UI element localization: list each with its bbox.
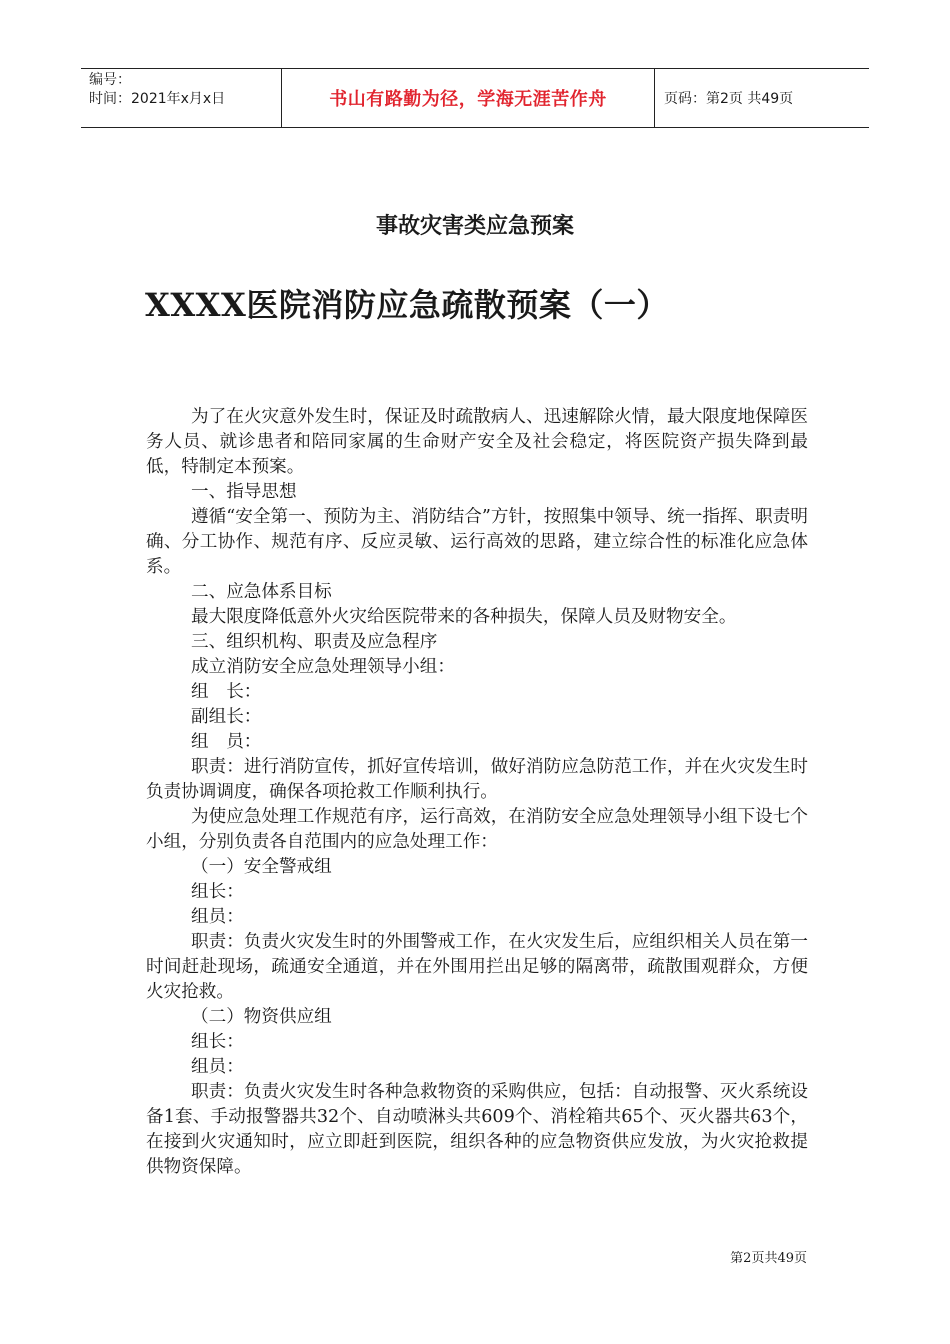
paragraph: 职责：负责火灾发生时各种急救物资的采购供应，包括：自动报警、灭火系统设备1套、手动报警器共32个、自动喷淋头共609个、消栓箱共65个、灭火器共63个，在接到火灾通知时，应立即赶到医院，组织各种的应急物资供应发放，为火灾抢救提供物资保障。 <box>146 1082 808 1177</box>
section-heading: 三、组织机构、职责及应急程序 <box>191 632 438 652</box>
header-motto: 书山有路勤为径，学海无涯苦作舟 <box>282 69 655 127</box>
paragraph: 成立消防安全应急处理领导小组： <box>191 657 455 677</box>
role-line: 组员： <box>191 1057 244 1077</box>
role-line: 组 长： <box>191 682 262 702</box>
role-line: 组 员： <box>191 732 262 752</box>
paragraph: 遵循“安全第一、预防为主、消防结合”方针，按照集中领导、统一指挥、职责明确、分工协作、规范有序、反应灵敏、运行高效的思路，建立综合性的标准化应急体系。 <box>146 507 808 577</box>
paragraph: 为了在火灾意外发生时，保证及时疏散病人、迅速解除火情，最大限度地保障医务人员、就诊患者和陪同家属的生命财产安全及社会稳定，将医院资产损失降到最低，特制定本预案。 <box>146 407 808 477</box>
date-label: 时间：2021年x月x日 <box>89 91 226 107</box>
subsection-heading: （一）安全警戒组 <box>191 857 332 877</box>
section-heading: 一、指导思想 <box>191 482 297 502</box>
paragraph: 职责：进行消防宣传，抓好宣传培训，做好消防应急防范工作，并在火灾发生时负责协调调度，确保各项抢救工作顺利执行。 <box>146 757 808 802</box>
page-footer: 第2页共49页 <box>730 1251 807 1266</box>
header-page-code: 页码：第2页 共49页 <box>664 91 794 107</box>
role-line: 组长： <box>191 882 244 902</box>
role-line: 组员： <box>191 907 244 927</box>
header-meta <box>81 69 282 127</box>
subsection-heading: （二）物资供应组 <box>191 1007 332 1027</box>
document-title: XXXX医院消防应急疏散预案（一） <box>145 286 669 324</box>
document-body <box>146 405 808 1180</box>
page-header <box>81 68 869 128</box>
paragraph: 为使应急处理工作规范有序，运行高效，在消防安全应急处理领导小组下设七个小组，分别负责各自范围内的应急处理工作： <box>146 807 808 852</box>
paragraph: 最大限度降低意外火灾给医院带来的各种损失，保障人员及财物安全。 <box>191 607 737 627</box>
role-line: 副组长： <box>191 707 262 727</box>
paragraph: 职责：负责火灾发生时的外围警戒工作，在火灾发生后，应组织相关人员在第一时间赶赴现场，疏通安全通道，并在外围用拦出足够的隔离带，疏散围观群众，方便火灾抢救。 <box>146 932 808 1002</box>
section-heading: 二、应急体系目标 <box>191 582 332 602</box>
serial-number-label: 编号： <box>89 72 131 88</box>
category-title: 事故灾害类应急预案 <box>375 213 574 239</box>
role-line: 组长： <box>191 1032 244 1052</box>
